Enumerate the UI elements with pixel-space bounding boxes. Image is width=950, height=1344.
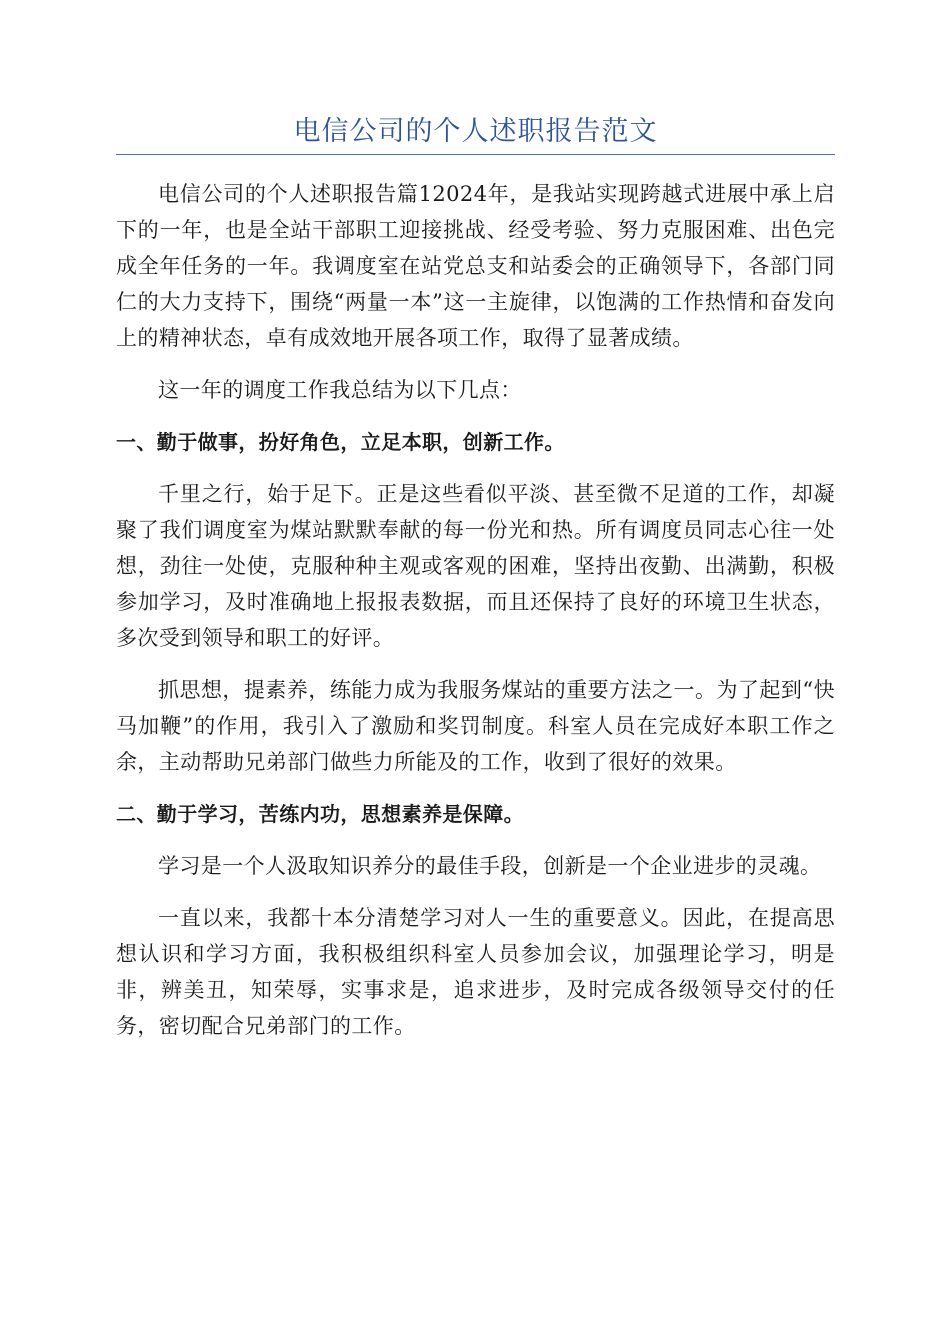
document-title: 电信公司的个人述职报告范文 [293, 116, 658, 147]
title-underline [116, 154, 835, 155]
paragraph-summary-lead: 这一年的调度工作我总结为以下几点： [158, 378, 522, 402]
paragraph-section1-a: 千里之行，始于足下。正是这些看似平淡、甚至微不足道的工作，却凝聚了我们调度室为煤站默默奉献的每一份光和热。所有调度员同志心往一处想，劲往一处使，克服种种主观或客观的困难，坚持出夜勤、出满勤，积极参加学习，及时准确地上报报表数据，而且还保持了良好的环境卫生状态，多次受到领导和职工的好评。 [116, 482, 835, 650]
section-heading-1: 一、勤于做事，扮好角色，立足本职，创新工作。 [116, 430, 565, 454]
section-heading-2: 二、勤于学习，苦练内功，思想素养是保障。 [116, 802, 524, 826]
paragraph-section1-b: 抓思想，提素养，练能力成为我服务煤站的重要方法之一。为了起到“快马加鞭”的作用，我引入了激励和奖罚制度。科室人员在完成好本职工作之余，主动帮助兄弟部门做些力所能及的工作，收到了很好的效果。 [116, 678, 835, 774]
document-body [116, 176, 835, 1060]
paragraph-section2-a: 学习是一个人汲取知识养分的最佳手段，创新是一个企业进步的灵魂。 [158, 854, 822, 878]
paragraph-section2-b: 一直以来，我都十本分清楚学习对人一生的重要意义。因此，在提高思想认识和学习方面，我积极组织科室人员参加会议，加强理论学习，明是非，辨美丑，知荣辱，实事求是，追求进步，及时完成各级领导交付的任务，密切配合兄弟部门的工作。 [116, 906, 835, 1038]
paragraph-intro: 电信公司的个人述职报告篇12024年，是我站实现跨越式进展中承上启下的一年，也是全站干部职工迎接挑战、经受考验、努力克服困难、出色完成全年任务的一年。我调度室在站党总支和站委会的正确领导下，各部门同仁的大力支持下，围绕“两量一本”这一主旋律，以饱满的工作热情和奋发向上的精神状态，卓有成效地开展各项工作，取得了显著成绩。 [116, 182, 835, 350]
